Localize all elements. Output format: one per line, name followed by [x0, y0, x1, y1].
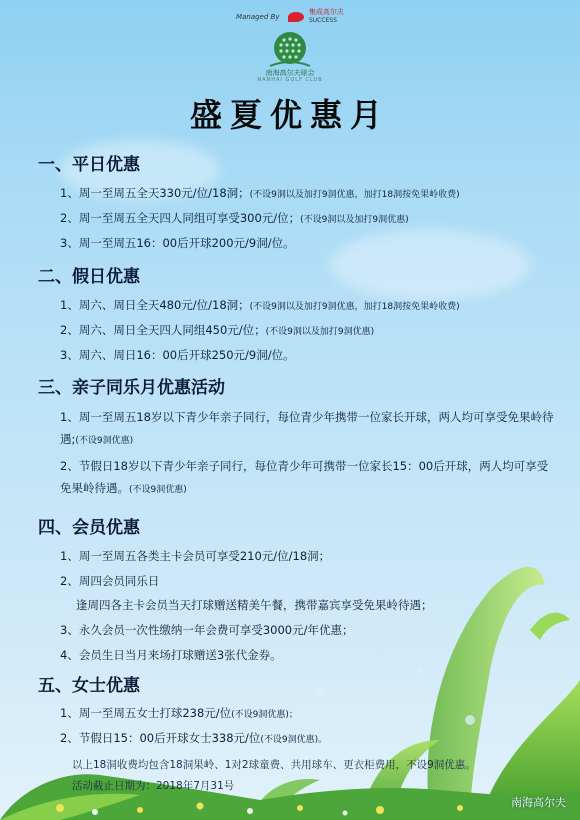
brand-logo-icon [288, 12, 304, 22]
deadline-note: 活动截止日期为：2018年7月31号 [72, 780, 235, 792]
ladies-item-1: 1、周一至周五女士打球238元/位(不设9洞优惠)； [60, 706, 298, 720]
family-item-2: 2、节假日18岁以下青少年亲子同行，每位青少年可携带一位家长15：00后开球，两人均可享受免果岭待遇。(不设9洞优惠) [60, 459, 549, 495]
member-item-2: 2、周四会员同乐日 [60, 574, 160, 588]
member-item-3: 3、永久会员一次性缴纳一年会费可享受3000元/年优惠； [60, 623, 354, 637]
holiday-item-2: 2、周六、周日全天四人同组450元/位；(不设9洞以及加打9洞优惠) [60, 323, 375, 337]
managed-by-bar [0, 8, 580, 25]
section-heading-ladies: 五、女士优惠 [38, 676, 140, 696]
golf-ball-logo-icon [264, 30, 316, 70]
member-item-4: 4、会员生日当月来场打球赠送3张代金券。 [60, 648, 282, 662]
member-item-2-detail: 逢周四各主卡会员当天打球赠送精美午餐，携带嘉宾享受免果岭待遇； [76, 598, 433, 612]
section-heading-member: 四、会员优惠 [38, 518, 140, 538]
watermark: 南海高尔夫 [511, 796, 566, 809]
brand-name-cn: 集成高尔夫 [308, 8, 344, 16]
holiday-item-1: 1、周六、周日全天480元/位/18洞；(不设9洞以及加打9洞优惠，加打18洞按免果岭收费) [60, 298, 460, 312]
club-name: 南海高尔夫球会 [265, 69, 315, 77]
weekday-item-3: 3、周一至周五16：00后开球200元/9洞/位。 [60, 236, 295, 250]
section-heading-family: 三、亲子同乐月优惠活动 [38, 378, 225, 398]
section-heading-weekday: 一、平日优惠 [38, 155, 140, 175]
member-item-1: 1、周一至周五各类主卡会员可享受210元/位/18洞； [60, 549, 331, 563]
fee-note: 以上18洞收费均包含18洞果岭、1对2球童费、共用球车、更衣柜费用，不设9洞优惠。 [72, 759, 476, 771]
weekday-item-1: 1、周一至周五全天330元/位/18洞；(不设9洞以及加打9洞优惠，加打18洞按免果岭收费) [60, 186, 460, 200]
managed-by-label: Managed By [236, 12, 280, 21]
section-heading-holiday: 二、假日优惠 [38, 267, 140, 287]
weekday-item-2: 2、周一至周五全天四人同组可享受300元/位；(不设9洞以及加打9洞优惠) [60, 211, 409, 225]
club-name-en: NANHAI GOLF CLUB [257, 77, 323, 83]
sky-glow [330, 230, 530, 300]
ladies-item-2: 2、节假日15：00后开球女士338元/位(不设9洞优惠)。 [60, 731, 328, 745]
brand-name-en: SUCCESS [308, 17, 337, 24]
family-item-1: 1、周一至周五18岁以下青少年亲子同行，每位青少年携带一位家长开球，两人均可享受免果岭待遇;(不设9洞优惠) [60, 410, 554, 446]
page-title: 盛夏优惠月 [189, 96, 390, 134]
holiday-item-3: 3、周六、周日16：00后开球250元/9洞/位。 [60, 348, 295, 362]
brand-name [309, 8, 344, 25]
